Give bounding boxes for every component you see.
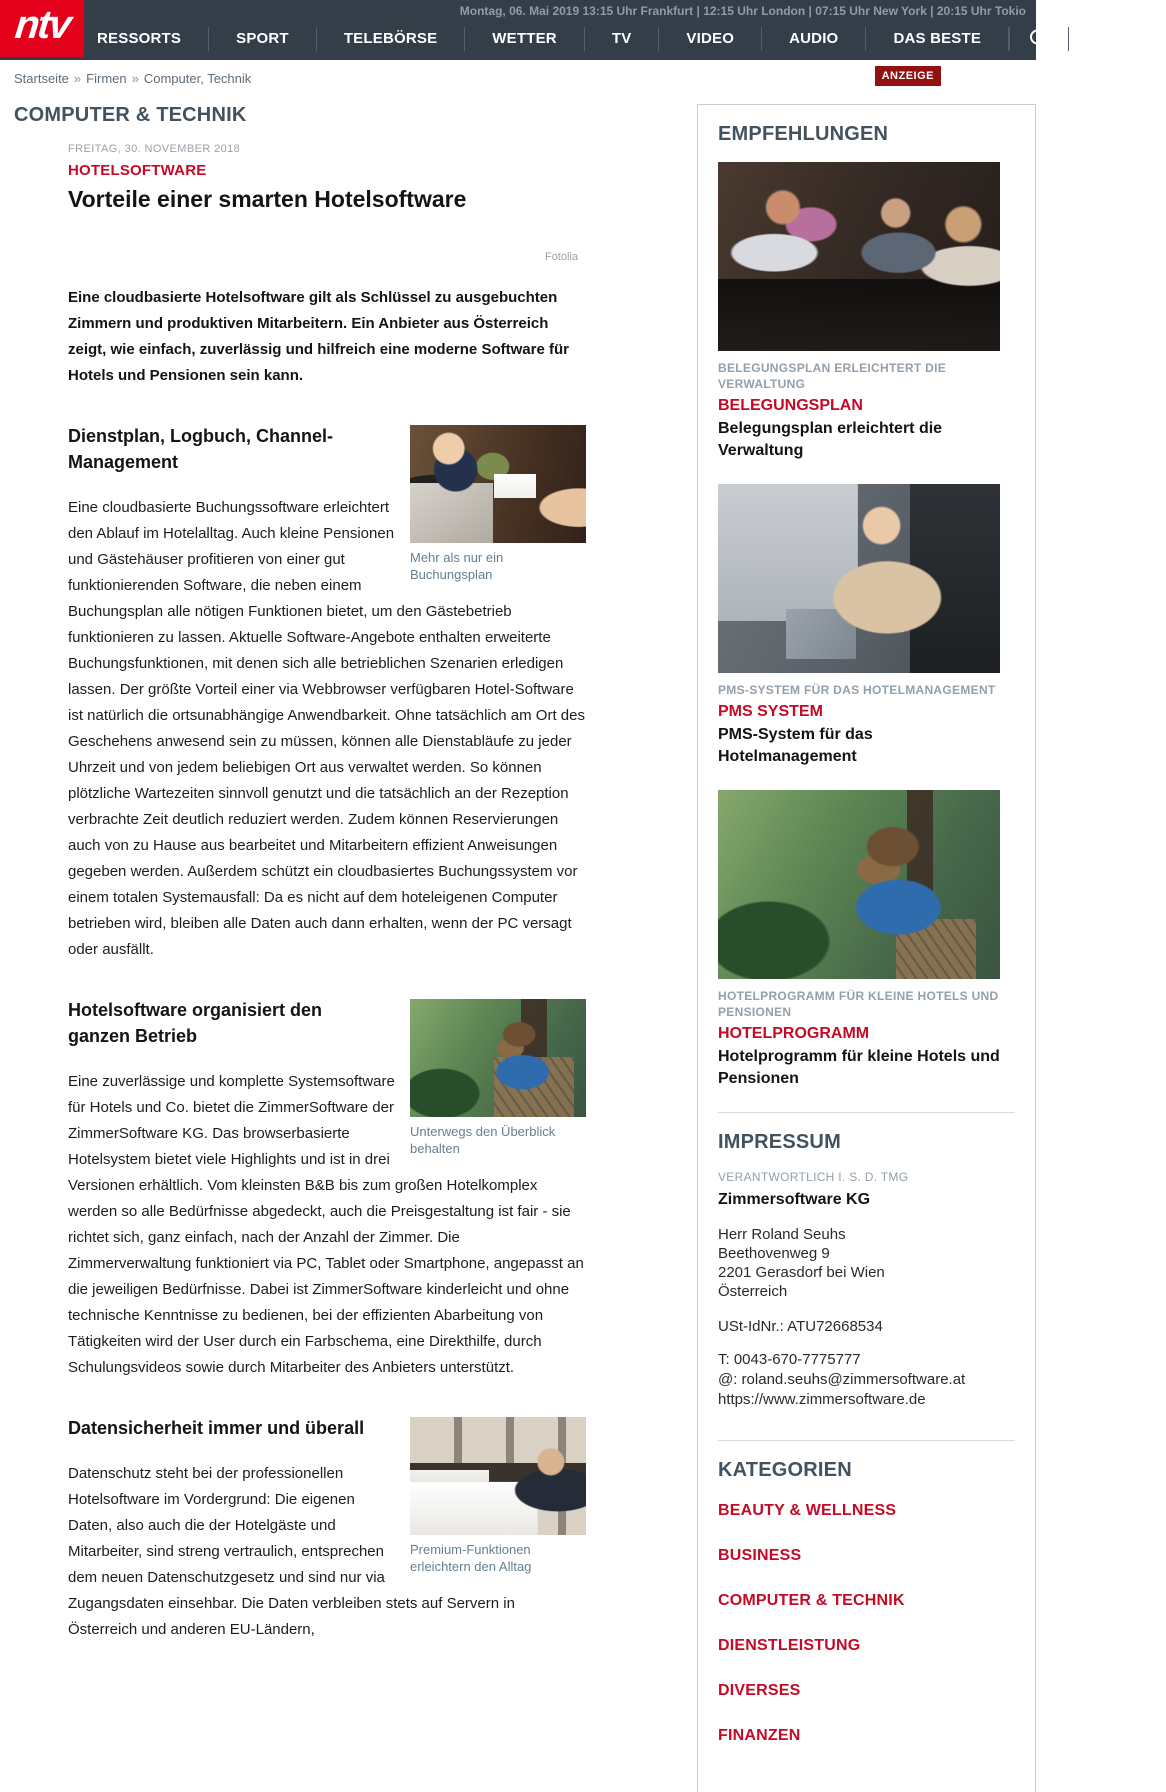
nav-item-video[interactable]: VIDEO (659, 27, 762, 51)
search-button[interactable] (1010, 27, 1069, 51)
anzeige-badge: ANZEIGE (875, 66, 941, 86)
main-column (0, 94, 697, 1792)
categories-heading: KATEGORIEN (718, 1459, 852, 1481)
impressum-contact (718, 1350, 1015, 1410)
sidebar (697, 104, 1036, 1792)
section-text: Eine cloudbasierte Buchungssoftware erleichtert den Ablauf im Hotelalltag. Auch kleine Pensionen und Gästehäuser profitieren von einer gut funktionierenden Software, die neben einem Buchungsplan alle nötigen Funktionen bietet, um den Gästebetrieb funktionieren zu lassen. Aktuelle Software-Angebote enthalten erweiterte Buchungsfunktionen, mit denen sich alle betrieblichen Szenarien erledigen lassen. Der größte Vorteil einer via Webbrowser verfügbaren Hotel-Software ist natürlich die ortsunabhängige Anwendbarkeit. Ohne tatsächlich am Ort des Geschehens anwesend sein zu müssen, können alle Dienstabläufe zu jeder Uhrzeit und von jedem beliebigen Ort aus verwaltet werden. So können plötzliche Wartezeiten sinnvoll genutzt und die tatsächlich an der Rezeption verbrachte Zeit deutlich reduziert werden. Zudem können Reservierungen auch von zu Hause aus bearbeitet und Mitarbeitern effizient Anweisungen gegeben werden. Außerdem schützt ein cloudbasiertes Buchungssystem vor einem totalen Systemausfall: Da es nicht auf dem hoteleigenen Computer betrieben wird, bleiben alle Daten auch dann erhalten, wenn der PC versagt oder ausfällt. (68, 499, 585, 958)
nav-item-sport[interactable]: SPORT (209, 27, 317, 51)
sidebar-divider (718, 1112, 1015, 1113)
impressum-address (718, 1225, 1015, 1301)
category-link-business[interactable]: BUSINESS (718, 1547, 802, 1564)
breadcrumb-link-computer-technik[interactable]: Computer, Technik (143, 71, 252, 86)
impressum-address-country: Österreich (718, 1283, 788, 1300)
nav-item-ressorts[interactable]: RESSORTS (97, 27, 209, 51)
category-link-finanzen[interactable]: FINANZEN (718, 1727, 801, 1744)
nav-item-tv[interactable]: TV (585, 27, 660, 51)
recommendation-kicker[interactable]: BELEGUNGSPLAN (718, 397, 863, 414)
article-intro: Eine cloudbasierte Hotelsoftware gilt als Schlüssel zu ausgebuchten Zimmern und produktiven Mitarbeitern. Ein Anbieter aus Österreich zeigt, wie einfach, zuverlässig und hilfreich eine moderne Software für Hotels und Pensionen sein kann. (68, 289, 569, 384)
recommendation-title[interactable]: Belegungsplan erleichtert die Verwaltung (718, 420, 943, 459)
sidebar-divider (718, 1440, 1015, 1441)
figure-caption: Unterwegs den Überblick behalten (410, 1124, 556, 1156)
impressum-heading: IMPRESSUM (718, 1131, 841, 1153)
article-section-organisation (68, 997, 586, 1381)
article-figure (410, 425, 586, 583)
nav-item-teleboerse[interactable]: TELEBÖRSE (317, 27, 465, 51)
nav-item-das-beste[interactable]: DAS BESTE (866, 27, 1009, 51)
ntv-logo[interactable] (0, 0, 84, 57)
search-icon (1028, 28, 1050, 50)
woman-tablet-park-photo (718, 790, 1000, 979)
woman-car-coffee-photo (718, 484, 1000, 673)
recommendation-title[interactable]: PMS-System für das Hotelmanagement (718, 726, 873, 765)
recommendation-card-hotelprogramm[interactable] (718, 790, 1000, 1090)
section-text: Eine zuverlässige und komplette Systemsoftware für Hotels und Co. bietet die ZimmerSoftware der ZimmerSoftware KG. Das browserbasierte Hotelsystem bietet viele Highlights und ist in drei Versionen erhältlich. Vom kleinsten B&B bis zum großen Hotelkomplex werden so alle Bedürfnisse abgedeckt, auch die Preisgestaltung ist fair - sie richtet sich, ganz einfach, nach der Anzahl der Zimmer. Die Zimmerverwaltung funktioniert via PC, Tablet oder Smartphone, angepasst an die jeweiligen Bedürfnisse. Dabei ist ZimmerSoftware kinderleicht und ohne technische Kenntnisse zu bedienen, bei der effizienten Abarbeitung von Tätigkeiten wird der User durch ein Farbschema, eine Direkthilfe, durch Schulungsvideos sowie durch Mitarbeiter des Anbieters unterstützt. (68, 1073, 584, 1376)
woman-tablet-park-photo (410, 999, 586, 1117)
impressum-company: Zimmersoftware KG (718, 1191, 871, 1208)
breadcrumb-link-startseite[interactable]: Startseite (14, 71, 69, 86)
recommendation-caption: BELEGUNGSPLAN ERLEICHTERT DIE VERWALTUNG (718, 361, 947, 391)
impressum-website-link[interactable]: https://www.zimmersoftware.de (718, 1391, 926, 1408)
impressum-address-name: Herr Roland Seuhs (718, 1226, 846, 1243)
section-heading: Dienstplan, Logbuch, Channel-Management (68, 426, 333, 472)
breadcrumb-separator: » (73, 71, 82, 86)
clock-strip: Montag, 06. Mai 2019 13:15 Uhr Frankfurt | 12:15 Uhr London | 07:15 Uhr New York | 20:15 Uhr Tokio (459, 4, 1026, 18)
page-title: COMPUTER & TECHNIK (14, 104, 247, 126)
recommendation-title[interactable]: Hotelprogramm für kleine Hotels und Pensionen (718, 1048, 1000, 1087)
category-link-diverses[interactable]: DIVERSES (718, 1682, 801, 1699)
recommendation-kicker[interactable]: HOTELPROGRAMM (718, 1025, 870, 1042)
live-label: LIVE (1116, 29, 1154, 48)
main-nav (97, 20, 1154, 58)
section-heading: Hotelsoftware organisiert den ganzen Betrieb (68, 1000, 323, 1046)
nav-item-wetter[interactable]: WETTER (465, 27, 585, 51)
recommendation-card-belegungsplan[interactable] (718, 162, 1000, 462)
article (68, 143, 586, 1643)
recommendation-card-pms-system[interactable] (718, 484, 1000, 768)
breadcrumb-separator: » (131, 71, 139, 86)
recommendations-heading: EMPFEHLUNGEN (718, 123, 889, 145)
figure-caption: Mehr als nur ein Buchungsplan (410, 550, 504, 582)
reception-couple-photo (718, 162, 1000, 351)
impressum-email-link[interactable]: @: roland.seuhs@zimmersoftware.at (718, 1371, 966, 1388)
article-date: FREITAG, 30. NOVEMBER 2018 (68, 143, 241, 155)
top-navigation-bar (0, 0, 1154, 60)
article-section-datensicherheit (68, 1415, 586, 1643)
live-button[interactable] (1069, 27, 1166, 51)
article-headline: Vorteile einer smarten Hotelsoftware (68, 186, 467, 212)
impressum-address-city: 2201 Gerasdorf bei Wien (718, 1264, 885, 1281)
photo-credit: Fotolia (544, 251, 578, 263)
hero-image-area (68, 217, 586, 269)
housekeeping-bed-photo (410, 1417, 586, 1535)
recommendation-kicker[interactable]: PMS SYSTEM (718, 703, 823, 720)
impressum-responsible-label: VERANTWORTLICH I. S. D. TMG (718, 1170, 909, 1184)
article-figure (410, 999, 586, 1157)
recommendation-caption: PMS-SYSTEM FÜR DAS HOTELMANAGEMENT (718, 683, 996, 697)
article-kicker: HOTELSOFTWARE (68, 162, 207, 179)
impressum-address-street: Beethovenweg 9 (718, 1245, 830, 1262)
figure-caption: Premium-Funktionen erleichtern den Alltag (410, 1542, 532, 1574)
impressum-vat-id: USt-IdNr.: ATU72668534 (718, 1318, 883, 1335)
breadcrumb (0, 60, 1036, 94)
recommendation-caption: HOTELPROGRAMM FÜR KLEINE HOTELS UND PENSIONEN (718, 989, 999, 1019)
breadcrumb-link-firmen[interactable]: Firmen (86, 71, 127, 86)
section-heading: Datensicherheit immer und überall (68, 1418, 365, 1438)
article-section-dienstplan (68, 423, 586, 963)
nav-item-audio[interactable]: AUDIO (762, 27, 866, 51)
category-link-dienstleistung[interactable]: DIENSTLEISTUNG (718, 1637, 861, 1654)
article-figure (410, 1417, 586, 1575)
ntv-logo-text: ntv (13, 3, 72, 47)
category-link-computer-technik[interactable]: COMPUTER & TECHNIK (718, 1592, 905, 1609)
hotel-reception-card-photo (410, 425, 586, 543)
impressum-phone: T: 0043-670-7775777 (718, 1351, 861, 1368)
section-text: Datenschutz steht bei der professionellen Hotelsoftware im Vordergrund: Die eigenen Daten, also auch die der Hotelgäste und Mitarbeiter, sind streng vertraulich, entsprechen dem neuen Datenschutzgesetz und sind nur via Zugangsdaten einsehbar. Die Daten verbleiben stets auf Servern in Österreich und anderen EU-Ländern, (68, 1465, 515, 1638)
content-row (0, 94, 1036, 1792)
category-link-beauty-wellness[interactable]: BEAUTY & WELLNESS (718, 1502, 897, 1519)
play-icon (1085, 27, 1109, 51)
